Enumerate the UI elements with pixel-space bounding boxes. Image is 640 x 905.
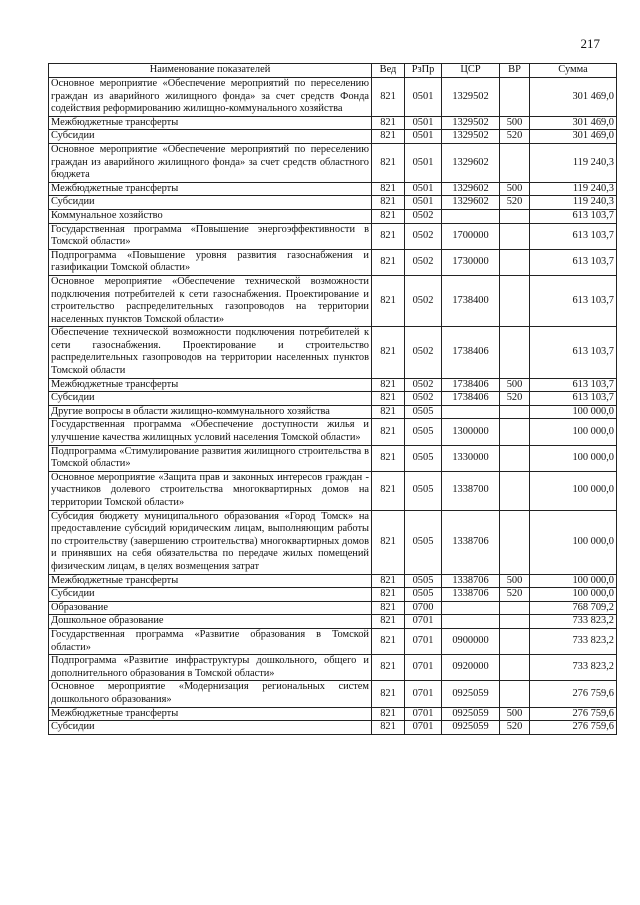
- row-ved: 821: [372, 327, 405, 378]
- budget-table: [48, 63, 617, 735]
- row-sum: 100 000,0: [530, 419, 617, 445]
- row-csr: [442, 615, 500, 629]
- row-vr: [500, 655, 530, 681]
- table-row: [49, 615, 617, 629]
- row-sum: 733 823,2: [530, 615, 617, 629]
- row-sum: 613 103,7: [530, 378, 617, 392]
- table-row: [49, 510, 617, 574]
- table-row: [49, 681, 617, 707]
- row-csr: 1329602: [442, 182, 500, 196]
- row-ved: 821: [372, 378, 405, 392]
- row-name: Коммунальное хозяйство: [49, 209, 372, 223]
- row-ved: 821: [372, 196, 405, 210]
- row-vr: 500: [500, 116, 530, 130]
- table-row: [49, 588, 617, 602]
- row-csr: 1329602: [442, 143, 500, 182]
- row-vr: [500, 275, 530, 326]
- row-name: Другие вопросы в области жилищно-коммунального хозяйства: [49, 405, 372, 419]
- table-row: [49, 196, 617, 210]
- table-header-row: [49, 64, 617, 78]
- row-ved: 821: [372, 78, 405, 117]
- row-vr: [500, 419, 530, 445]
- row-ved: 821: [372, 471, 405, 510]
- row-csr: 0925059: [442, 681, 500, 707]
- header-name: Наименование показателей: [49, 64, 372, 78]
- row-name: Основное мероприятие «Обеспечение технической возможности подключения потребителей к сети газоснабжения. Проектирование и строительство распределительных газопроводов на территории населенных пунктов Томской области»: [49, 275, 372, 326]
- row-name: Основное мероприятие «Обеспечение мероприятий по переселению граждан из аварийного жилищного фонда» за счет средств Фонда содействия реформированию жилищно-коммунального хозяйства: [49, 78, 372, 117]
- table-row: [49, 327, 617, 378]
- row-rzpr: 0502: [405, 209, 442, 223]
- row-vr: [500, 78, 530, 117]
- row-vr: 500: [500, 574, 530, 588]
- row-sum: 613 103,7: [530, 209, 617, 223]
- row-sum: 100 000,0: [530, 588, 617, 602]
- row-csr: 1300000: [442, 419, 500, 445]
- table-row: [49, 378, 617, 392]
- table-row: [49, 182, 617, 196]
- row-vr: [500, 327, 530, 378]
- row-sum: 100 000,0: [530, 471, 617, 510]
- row-name: Образование: [49, 601, 372, 615]
- row-rzpr: 0501: [405, 196, 442, 210]
- row-name: Субсидии: [49, 392, 372, 406]
- row-name: Субсидии: [49, 130, 372, 144]
- row-sum: 119 240,3: [530, 196, 617, 210]
- row-ved: 821: [372, 130, 405, 144]
- table-row: [49, 249, 617, 275]
- row-vr: [500, 615, 530, 629]
- row-sum: 100 000,0: [530, 574, 617, 588]
- row-sum: 613 103,7: [530, 223, 617, 249]
- row-csr: 1730000: [442, 249, 500, 275]
- table-row: [49, 143, 617, 182]
- row-sum: 733 823,2: [530, 655, 617, 681]
- row-sum: 613 103,7: [530, 249, 617, 275]
- row-csr: 1738400: [442, 275, 500, 326]
- row-vr: 520: [500, 392, 530, 406]
- row-vr: [500, 510, 530, 574]
- table-row: [49, 405, 617, 419]
- row-sum: 276 759,6: [530, 721, 617, 735]
- table-row: [49, 116, 617, 130]
- row-csr: 1329502: [442, 130, 500, 144]
- row-sum: 301 469,0: [530, 116, 617, 130]
- row-ved: 821: [372, 588, 405, 602]
- row-rzpr: 0501: [405, 130, 442, 144]
- row-sum: 100 000,0: [530, 510, 617, 574]
- row-sum: 100 000,0: [530, 445, 617, 471]
- row-name: Основное мероприятие «Обеспечение мероприятий по переселению граждан из аварийного жилищного фонда» за счет средств областного бюджета: [49, 143, 372, 182]
- row-name: Дошкольное образование: [49, 615, 372, 629]
- row-ved: 821: [372, 655, 405, 681]
- row-vr: [500, 601, 530, 615]
- row-rzpr: 0502: [405, 327, 442, 378]
- row-rzpr: 0502: [405, 378, 442, 392]
- table-row: [49, 209, 617, 223]
- row-rzpr: 0505: [405, 471, 442, 510]
- table-row: [49, 655, 617, 681]
- row-name: Государственная программа «Повышение энергоэффективности в Томской области»: [49, 223, 372, 249]
- row-name: Подпрограмма «Повышение уровня развития газоснабжения и газификации Томской области»: [49, 249, 372, 275]
- row-sum: 301 469,0: [530, 78, 617, 117]
- row-ved: 821: [372, 601, 405, 615]
- row-name: Межбюджетные трансферты: [49, 182, 372, 196]
- row-vr: [500, 445, 530, 471]
- row-rzpr: 0501: [405, 78, 442, 117]
- row-vr: 520: [500, 721, 530, 735]
- row-ved: 821: [372, 249, 405, 275]
- row-vr: [500, 223, 530, 249]
- row-rzpr: 0502: [405, 223, 442, 249]
- row-rzpr: 0501: [405, 143, 442, 182]
- row-sum: 119 240,3: [530, 182, 617, 196]
- row-vr: 520: [500, 196, 530, 210]
- row-ved: 821: [372, 116, 405, 130]
- row-csr: [442, 209, 500, 223]
- row-vr: [500, 628, 530, 654]
- row-rzpr: 0505: [405, 510, 442, 574]
- table-row: [49, 601, 617, 615]
- page-number: 217: [580, 36, 600, 51]
- row-rzpr: 0502: [405, 275, 442, 326]
- row-name: Основное мероприятие «Модернизация региональных систем дошкольного образования»: [49, 681, 372, 707]
- row-name: Субсидии: [49, 196, 372, 210]
- row-rzpr: 0501: [405, 116, 442, 130]
- table-row: [49, 223, 617, 249]
- row-rzpr: 0505: [405, 445, 442, 471]
- row-ved: 821: [372, 419, 405, 445]
- row-vr: 500: [500, 707, 530, 721]
- row-ved: 821: [372, 681, 405, 707]
- row-rzpr: 0701: [405, 655, 442, 681]
- row-ved: 821: [372, 628, 405, 654]
- row-name: Подпрограмма «Стимулирование развития жилищного строительства в Томской области»: [49, 445, 372, 471]
- header-csr: ЦСР: [442, 64, 500, 78]
- row-sum: 119 240,3: [530, 143, 617, 182]
- table-row: [49, 628, 617, 654]
- row-name: Субсидия бюджету муниципального образования «Город Томск» на предоставление субсидий юридическим лицам, выполняющим работы по строительству (завершению строительства) многоквартирных домов и принявших на себя обязательства по передаче жилых помещений физическим лицам, в целях возмещения затрат: [49, 510, 372, 574]
- row-sum: 613 103,7: [530, 327, 617, 378]
- row-sum: 276 759,6: [530, 681, 617, 707]
- row-name: Государственная программа «Развитие образования в Томской области»: [49, 628, 372, 654]
- row-csr: [442, 601, 500, 615]
- row-ved: 821: [372, 223, 405, 249]
- row-ved: 821: [372, 182, 405, 196]
- row-rzpr: 0701: [405, 681, 442, 707]
- table-row: [49, 392, 617, 406]
- row-csr: 1329502: [442, 78, 500, 117]
- row-rzpr: 0505: [405, 588, 442, 602]
- row-csr: 1738406: [442, 392, 500, 406]
- row-csr: 1330000: [442, 445, 500, 471]
- row-sum: 613 103,7: [530, 275, 617, 326]
- table-row: [49, 471, 617, 510]
- row-ved: 821: [372, 275, 405, 326]
- row-sum: 301 469,0: [530, 130, 617, 144]
- row-ved: 821: [372, 707, 405, 721]
- row-rzpr: 0501: [405, 182, 442, 196]
- row-ved: 821: [372, 405, 405, 419]
- table-row: [49, 707, 617, 721]
- row-vr: 500: [500, 182, 530, 196]
- table-row: [49, 419, 617, 445]
- row-ved: 821: [372, 392, 405, 406]
- row-csr: 1338700: [442, 471, 500, 510]
- row-sum: 276 759,6: [530, 707, 617, 721]
- row-rzpr: 0505: [405, 405, 442, 419]
- row-name: Межбюджетные трансферты: [49, 116, 372, 130]
- row-ved: 821: [372, 209, 405, 223]
- row-csr: 0920000: [442, 655, 500, 681]
- row-name: Подпрограмма «Развитие инфраструктуры дошкольного, общего и дополнительного образования в Томской области»: [49, 655, 372, 681]
- table-row: [49, 445, 617, 471]
- row-ved: 821: [372, 143, 405, 182]
- table-row: [49, 78, 617, 117]
- header-vr: ВР: [500, 64, 530, 78]
- row-rzpr: 0502: [405, 249, 442, 275]
- row-vr: [500, 209, 530, 223]
- row-rzpr: 0700: [405, 601, 442, 615]
- header-rzpr: РзПр: [405, 64, 442, 78]
- row-csr: 1329602: [442, 196, 500, 210]
- row-csr: 1338706: [442, 510, 500, 574]
- row-vr: [500, 249, 530, 275]
- row-csr: 1738406: [442, 378, 500, 392]
- row-vr: [500, 143, 530, 182]
- row-name: Субсидии: [49, 721, 372, 735]
- row-sum: 733 823,2: [530, 628, 617, 654]
- row-sum: 613 103,7: [530, 392, 617, 406]
- row-vr: [500, 405, 530, 419]
- row-rzpr: 0701: [405, 615, 442, 629]
- row-sum: 768 709,2: [530, 601, 617, 615]
- table-row: [49, 130, 617, 144]
- row-csr: 1700000: [442, 223, 500, 249]
- table-row: [49, 574, 617, 588]
- row-sum: 100 000,0: [530, 405, 617, 419]
- row-csr: 1338706: [442, 588, 500, 602]
- row-rzpr: 0502: [405, 392, 442, 406]
- row-name: Обеспечение технической возможности подключения потребителей к сети газоснабжения. Проектирование и строительство распределительных газопроводов на территории населенных пунктов Томской области: [49, 327, 372, 378]
- row-name: Субсидии: [49, 588, 372, 602]
- row-vr: 500: [500, 378, 530, 392]
- row-csr: 0925059: [442, 721, 500, 735]
- row-name: Государственная программа «Обеспечение доступности жилья и улучшение качества жилищных условий населения Томской области»: [49, 419, 372, 445]
- row-ved: 821: [372, 445, 405, 471]
- row-csr: 1329502: [442, 116, 500, 130]
- row-vr: [500, 681, 530, 707]
- row-csr: [442, 405, 500, 419]
- row-rzpr: 0701: [405, 628, 442, 654]
- row-ved: 821: [372, 510, 405, 574]
- row-rzpr: 0505: [405, 574, 442, 588]
- row-name: Межбюджетные трансферты: [49, 707, 372, 721]
- table-row: [49, 721, 617, 735]
- row-csr: 0925059: [442, 707, 500, 721]
- row-csr: 1738406: [442, 327, 500, 378]
- row-vr: 520: [500, 588, 530, 602]
- row-vr: 520: [500, 130, 530, 144]
- row-rzpr: 0701: [405, 707, 442, 721]
- header-sum: Сумма: [530, 64, 617, 78]
- row-rzpr: 0701: [405, 721, 442, 735]
- row-csr: 0900000: [442, 628, 500, 654]
- row-csr: 1338706: [442, 574, 500, 588]
- row-name: Основное мероприятие «Защита прав и законных интересов граждан - участников долевого строительства многоквартирных домов на территории Томской области»: [49, 471, 372, 510]
- row-ved: 821: [372, 615, 405, 629]
- row-vr: [500, 471, 530, 510]
- row-ved: 821: [372, 574, 405, 588]
- row-name: Межбюджетные трансферты: [49, 378, 372, 392]
- row-ved: 821: [372, 721, 405, 735]
- row-name: Межбюджетные трансферты: [49, 574, 372, 588]
- row-rzpr: 0505: [405, 419, 442, 445]
- header-ved: Вед: [372, 64, 405, 78]
- table-row: [49, 275, 617, 326]
